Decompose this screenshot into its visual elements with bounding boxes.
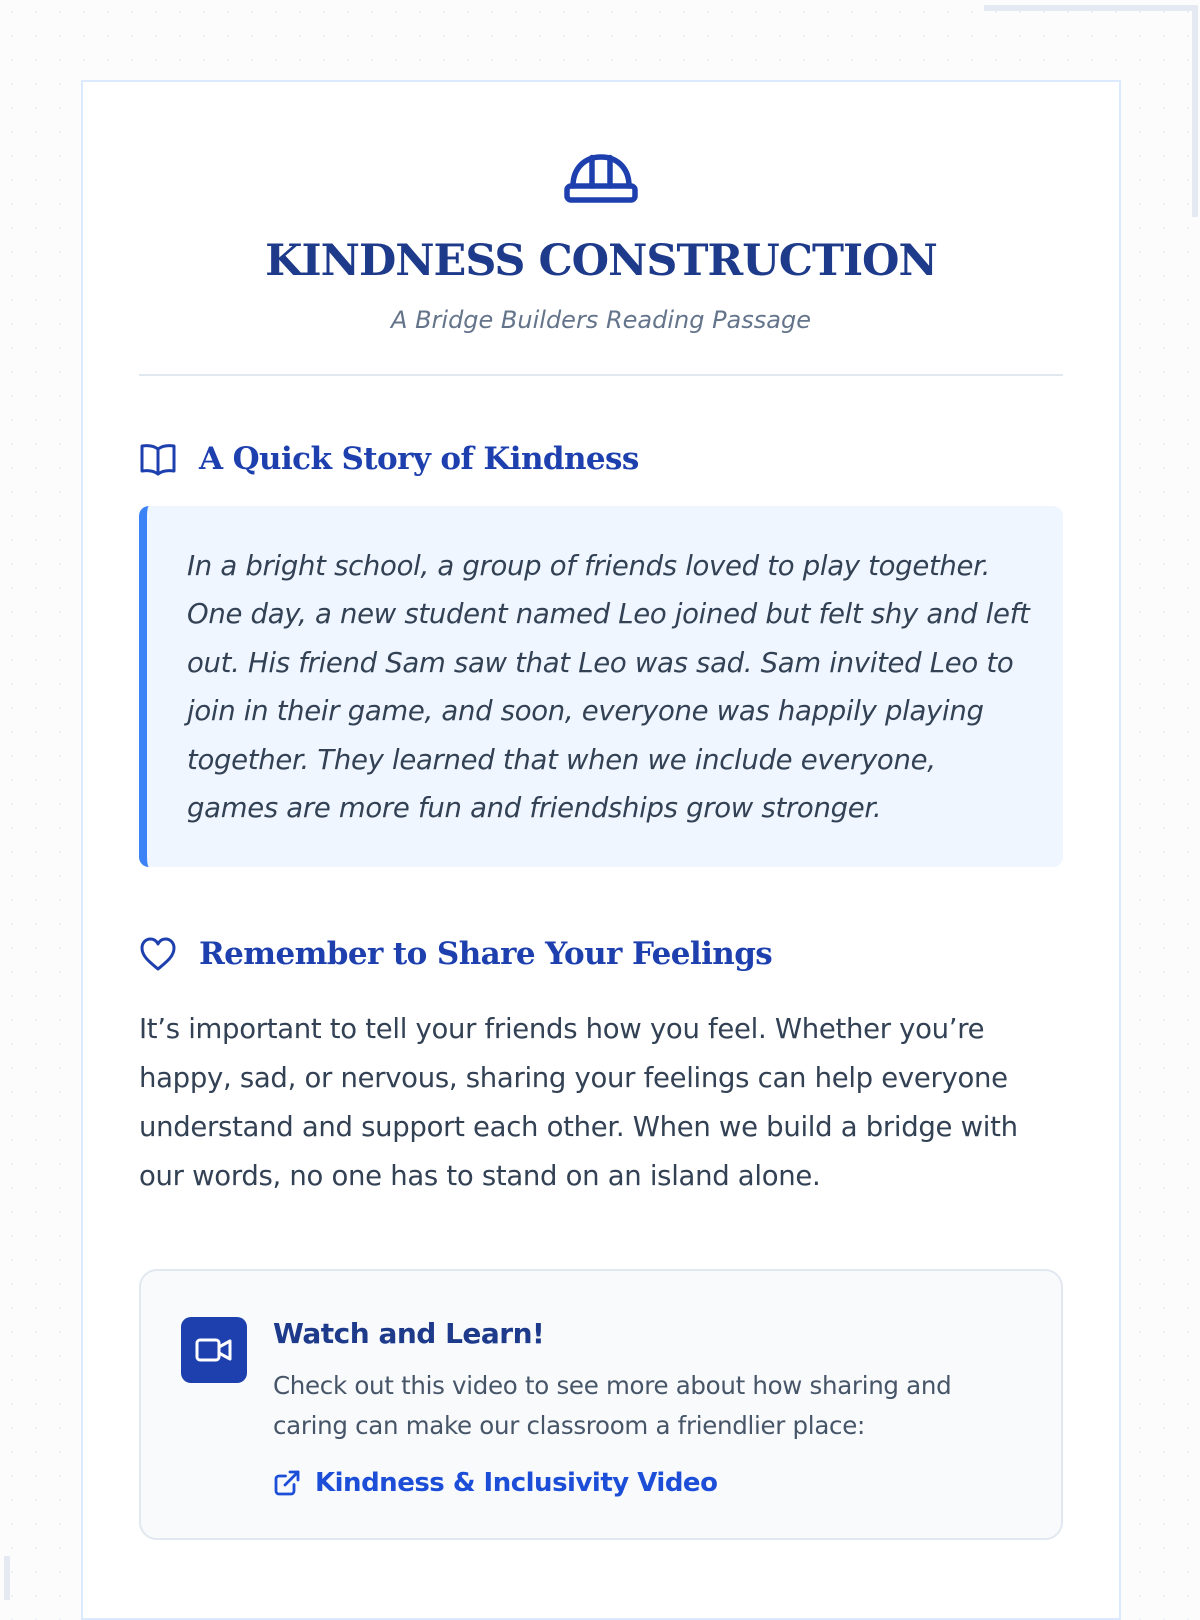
reading-passage-page <box>81 80 1121 1620</box>
video-title: Watch and Learn! <box>273 1316 545 1350</box>
video-link-label: Kindness & Inclusivity Video <box>315 1467 718 1498</box>
open-book-icon <box>139 440 177 478</box>
video-card <box>139 1269 1063 1540</box>
page-subtitle: A Bridge Builders Reading Passage <box>391 305 811 334</box>
story-quote-box <box>139 506 1063 867</box>
video-camera-icon <box>195 1337 233 1363</box>
corner-decoration-bottom-left <box>4 1556 10 1600</box>
video-content <box>273 1317 1021 1498</box>
feelings-section-heading <box>139 935 1063 973</box>
video-link[interactable] <box>273 1468 1021 1498</box>
external-link-icon <box>273 1469 301 1497</box>
story-heading: A Quick Story of Kindness <box>199 440 639 477</box>
story-text: In a bright school, a group of friends loved to play together. One day, a new student named Leo joined but felt shy and left out. His friend Sam saw that Leo was sad. Sam invited Leo to join in their game, and soon, everyone was happily playing together. They learned that when we include everyone, games are more fun and friendships grow stronger. <box>187 549 1030 825</box>
feelings-text: It’s important to tell your friends how you feel. Whether you’re happy, sad, or nervous, sharing your feelings can help everyone understand and support each other. When we build a bridge with our words, no one has to stand on an island alone. <box>139 1012 1018 1192</box>
passage-header <box>139 82 1063 334</box>
feelings-heading: Remember to Share Your Feelings <box>199 935 773 972</box>
story-section-heading <box>139 440 1063 478</box>
page-title: KINDNESS CONSTRUCTION <box>265 236 937 286</box>
heart-icon <box>139 935 177 973</box>
header-divider <box>139 374 1063 376</box>
video-badge <box>181 1317 247 1383</box>
hard-hat-icon <box>563 146 639 206</box>
video-description: Check out this video to see more about how sharing and caring can make our classroom a friendlier place: <box>273 1370 952 1440</box>
